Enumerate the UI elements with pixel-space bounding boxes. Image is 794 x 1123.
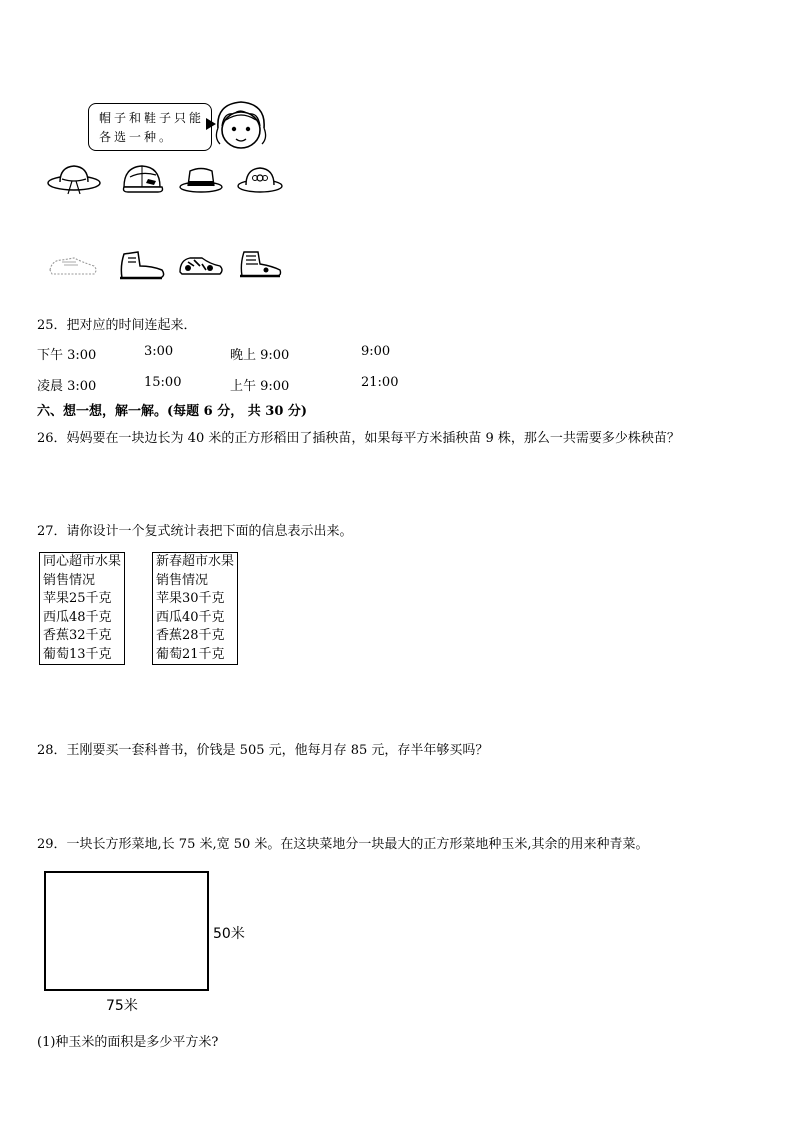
q25-r1-c4: 9:00 — [361, 344, 391, 359]
hiking-shoe-icon — [236, 248, 284, 282]
info-box-xinchun — [152, 552, 238, 665]
flower-hat-icon — [236, 161, 284, 195]
q29-text: 29．一块长方形菜地,长 75 米,宽 50 米。在这块菜地分一块最大的正方形菜地种玉米,其余的用来种青菜。 — [37, 837, 649, 852]
box1-line: 香蕉32千克 — [43, 628, 112, 643]
q25-r1-c2: 3:00 — [144, 344, 174, 359]
box1-line: 葡萄13千克 — [43, 646, 112, 662]
speech-line-1: 帽子和鞋子只能 — [99, 111, 205, 125]
cap-icon — [118, 161, 166, 197]
q25-r2-c1: 凌晨 3:00 — [37, 379, 97, 394]
q29-sub1: (1)种玉米的面积是多少平方米? — [37, 1035, 219, 1050]
q25-title: 25．把对应的时间连起来． — [37, 318, 197, 333]
q25-r2-c2: 15:00 — [144, 375, 182, 390]
box1-line: 销售情况 — [43, 572, 96, 588]
field-rectangle — [44, 871, 209, 991]
box2-line: 香蕉28千克 — [156, 628, 225, 643]
q27-text: 27．请你设计一个复式统计表把下面的信息表示出来。 — [37, 524, 353, 539]
boot-icon — [116, 248, 168, 282]
box2-line: 销售情况 — [156, 572, 209, 588]
box1-line: 西瓜48千克 — [43, 609, 112, 625]
speech-line-2: 各选一种。 — [99, 130, 175, 144]
width-label: 50米 — [213, 926, 245, 942]
q26-text: 26．妈妈要在一块边长为 40 米的正方形稻田了插秧苗，如果每平方米插秧苗 9 株，那么一共需要多少株秧苗？ — [37, 431, 680, 446]
section-heading: 六、想一想，解一解。(每题 6 分， 共 30 分) — [37, 404, 308, 419]
q25-r2-c4: 21:00 — [361, 375, 399, 390]
q25-r2-c3: 上午 9:00 — [230, 379, 290, 394]
box1-line: 苹果25千克 — [43, 591, 112, 606]
girl-face-icon — [212, 98, 270, 156]
q25-r1-c3: 晚上 9:00 — [230, 348, 290, 363]
sport-shoe-icon — [176, 250, 226, 280]
box2-line: 新春超市水果 — [156, 554, 235, 569]
sun-hat-icon — [46, 161, 102, 197]
speech-bubble — [88, 103, 212, 151]
length-label: 75米 — [106, 998, 138, 1014]
box2-line: 西瓜40千克 — [156, 609, 225, 625]
q28-text: 28．王刚要买一套科普书，价钱是 505 元，他每月存 85 元，存半年够买吗？ — [37, 743, 489, 758]
box2-line: 苹果30千克 — [156, 591, 225, 606]
fedora-icon — [178, 163, 224, 195]
info-box-tongxin — [39, 552, 125, 665]
q25-r1-c1: 下午 3:00 — [37, 348, 97, 363]
sneaker-icon — [46, 252, 100, 278]
box1-line: 同心超市水果 — [43, 554, 122, 569]
box2-line: 葡萄21千克 — [156, 646, 225, 662]
